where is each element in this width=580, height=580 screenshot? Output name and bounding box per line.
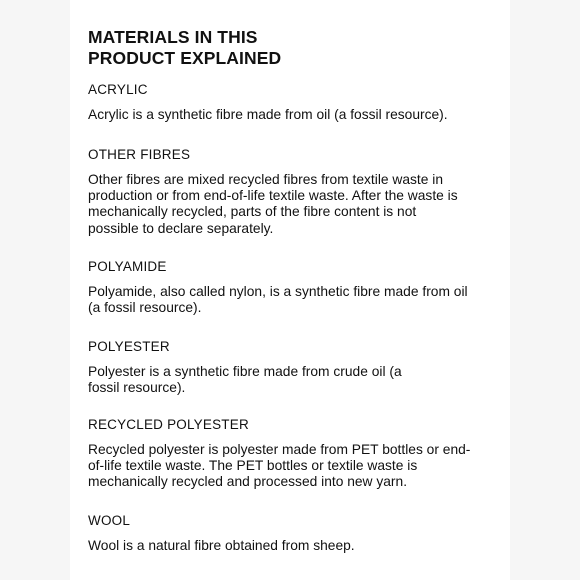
description-line: Wool is a natural fibre obtained from sheep. <box>88 538 355 553</box>
section-wool <box>88 513 498 554</box>
section-heading: ACRYLIC <box>88 82 148 97</box>
section-description <box>88 364 498 396</box>
description-line: fossil resource). <box>88 380 186 396</box>
section-heading: POLYAMIDE <box>88 259 167 274</box>
page-title-line-1: MATERIALS IN THIS <box>88 27 258 47</box>
section-heading: RECYCLED POLYESTER <box>88 417 249 432</box>
section-polyamide <box>88 259 498 316</box>
description-line: Other fibres are mixed recycled fibres from textile waste in <box>88 172 444 187</box>
page-title-line-2: PRODUCT EXPLAINED <box>88 48 282 68</box>
description-line: possible to declare separately. <box>88 220 274 236</box>
section-heading: WOOL <box>88 513 131 528</box>
section-description <box>88 284 498 316</box>
description-line: production or from end-of-life textile waste. After the waste is <box>88 188 458 204</box>
description-line: mechanically recycled, parts of the fibre content is not <box>88 204 417 220</box>
materials-content <box>88 27 498 553</box>
section-description <box>88 442 498 491</box>
page-title <box>88 27 498 69</box>
description-line: Polyamide, also called nylon, is a synthetic fibre made from oil <box>88 284 468 299</box>
section-description <box>88 107 498 123</box>
description-line: of-life textile waste. The PET bottles or textile waste is <box>88 458 418 474</box>
section-other-fibres <box>88 147 498 237</box>
materials-card <box>70 0 510 580</box>
section-description <box>88 172 498 237</box>
description-line: Recycled polyester is polyester made from PET bottles or end- <box>88 442 471 457</box>
description-line: Polyester is a synthetic fibre made from crude oil (a <box>88 364 402 379</box>
description-line: (a fossil resource). <box>88 300 202 316</box>
section-polyester <box>88 339 498 396</box>
description-line: mechanically recycled and processed into new yarn. <box>88 474 408 490</box>
section-acrylic <box>88 82 498 123</box>
section-heading: OTHER FIBRES <box>88 147 191 162</box>
section-heading: POLYESTER <box>88 339 170 354</box>
section-recycled-polyester <box>88 417 498 491</box>
description-line: Acrylic is a synthetic fibre made from oil (a fossil resource). <box>88 107 448 122</box>
section-description <box>88 538 498 554</box>
